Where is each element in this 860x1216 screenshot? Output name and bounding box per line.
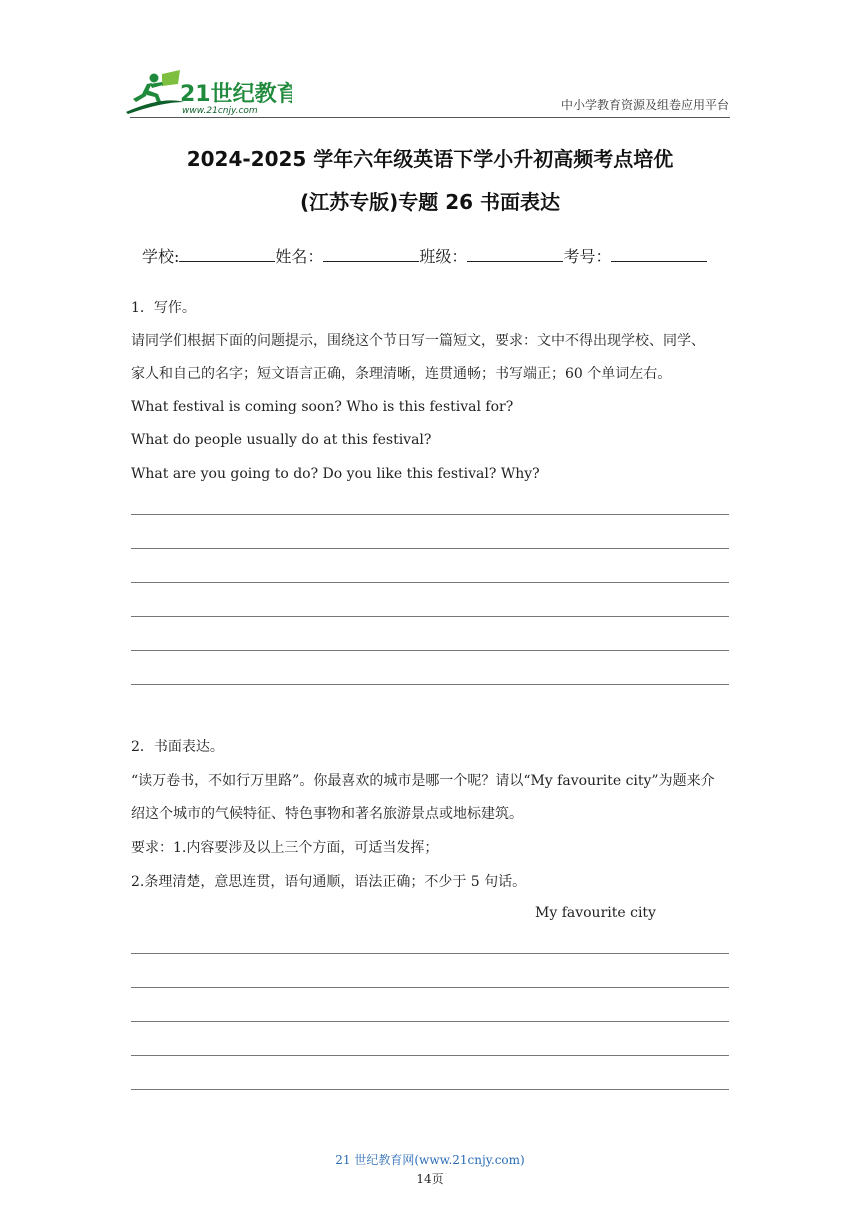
page-number: 14页 (416, 1172, 444, 1186)
title-line-1: 2024-2025 学年六年级英语下学小升初高频考点培优 (186, 147, 674, 171)
q1-prompt-2: What do people usually do at this festival? (131, 432, 432, 448)
q2-writing-line[interactable] (131, 953, 729, 954)
name-field[interactable] (323, 245, 419, 262)
q1-writing-line[interactable] (131, 548, 729, 549)
logo-runner-icon (122, 68, 292, 116)
school-field[interactable] (179, 245, 275, 262)
q1-instructions-1: 请同学们根据下面的问题提示，围绕这个节日写一篇短文，要求：文中不得出现学校、同学、 (131, 333, 705, 349)
q1-prompt-1: What festival is coming soon? Who is this festival for? (131, 399, 514, 415)
number-field[interactable] (611, 245, 707, 262)
logo-text: 21世纪教育 (180, 82, 292, 107)
school-label: 学校: (142, 247, 180, 266)
name-label: 姓名： (275, 247, 324, 266)
q2-writing-line[interactable] (131, 1021, 729, 1022)
q2-instructions-2: 绍这个城市的气候特征、特色事物和著名旅游景点或地标建筑。 (131, 806, 523, 822)
title-line-2: (江苏专版)专题 26 书面表达 (299, 190, 561, 214)
platform-label: 中小学教育资源及组卷应用平台 (560, 98, 729, 112)
q2-instructions-1: “读万卷书，不如行万里路”。你最喜欢的城市是哪一个呢？请以“My favourite city”为题来介 (131, 773, 715, 789)
student-info-row (142, 244, 707, 267)
q1-writing-line[interactable] (131, 582, 729, 583)
q2-requirement-2: 2.条理清楚，意思连贯，语句通顺，语法正确；不少于 5 句话。 (131, 874, 527, 890)
q1-writing-line[interactable] (131, 650, 729, 651)
header-rule (130, 117, 730, 118)
q2-heading: 2．书面表达。 (131, 739, 224, 755)
q1-instructions-2: 家人和自己的名字；短文语言正确，条理清晰，连贯通畅；书写端正；60 个单词左右。 (131, 366, 672, 382)
logo (122, 68, 292, 116)
q2-writing-line[interactable] (131, 987, 729, 988)
number-label: 考号： (563, 247, 612, 266)
q2-writing-line[interactable] (131, 1055, 729, 1056)
logo-url-text: www.21cnjy.com (182, 106, 258, 116)
class-field[interactable] (467, 245, 563, 262)
q1-writing-line[interactable] (131, 684, 729, 685)
q1-writing-line[interactable] (131, 514, 729, 515)
class-label: 班级： (419, 247, 468, 266)
q2-requirement-1: 要求：1.内容要涉及以上三个方面，可适当发挥； (131, 840, 439, 856)
q1-writing-line[interactable] (131, 616, 729, 617)
q2-essay-title: My favourite city (535, 905, 656, 921)
q2-writing-line[interactable] (131, 1089, 729, 1090)
footer-site-link[interactable]: 21 世纪教育网(www.21cnjy.com) (335, 1153, 525, 1167)
q1-heading: 1．写作。 (131, 300, 196, 316)
q1-prompt-3: What are you going to do? Do you like this festival? Why? (131, 466, 540, 482)
